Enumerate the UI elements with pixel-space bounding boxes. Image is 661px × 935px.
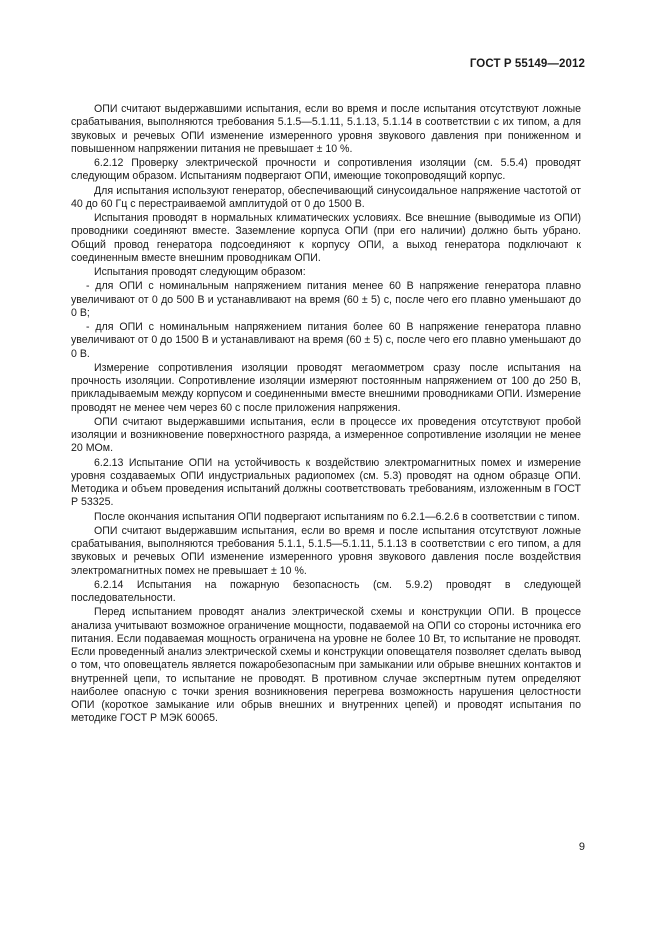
page-number: 9 — [578, 841, 585, 853]
paragraph-6-2-13: 6.2.13 Испытание ОПИ на устойчивость к воздействию электромагнитных помех и измерение уровня создаваемых ОПИ индустриальных радиопомех (см. 5.3) проводят на одном образце ОПИ. Методика и объем проведения испытаний должны соответствовать требованиям, изложенным в ГОСТ Р 53325. — [71, 456, 581, 509]
list-item-below-60v: - для ОПИ с номинальным напряжением питания менее 60 В напряжение генератора плавно увеличивают от 0 до 500 В и устанавливают на время (60 ± 5) с, после чего его плавно уменьшают до 0 В; — [71, 280, 581, 319]
list-item-above-60v: - для ОПИ с номинальным напряжением питания более 60 В напряжение генератора плавно увеличивают от 0 до 1500 В и устанавливают на время (60 ± 5) с, после чего его плавно уменьшают до 0 В. — [71, 321, 581, 360]
paragraph-acceptance-criteria-1: ОПИ считают выдержавшими испытания, если во время и после испытания отсутствуют ложные срабатывания, выполняются требования 5.1.5—5.1.11, 5.1.13, 5.1.14 в соответствии с их типом, а для звуковых и речевых ОПИ изменение измеренного уровня звукового давления при пониженном и повышенном напряжении питания не превышает ± 10 %. — [71, 103, 581, 155]
paragraph-after-test: После окончания испытания ОПИ подвергают испытаниям по 6.2.1—6.2.6 в соответствии с типом. — [94, 510, 580, 523]
paragraph-insulation-measurement: Измерение сопротивления изоляции проводят мегаомметром сразу после испытания на прочность изоляции. Сопротивление изоляции измеряют постоянным напряжением от 100 до 250 В, прикладываемым между корпусом и соединенными вместе внешними проводниками ОПИ. Измерение проводят не менее чем через 60 с после приложения напряжения. — [71, 361, 581, 414]
paragraph-fire-safety-analysis: Перед испытанием проводят анализ электрической схемы и конструкции ОПИ. В процессе анализа учитывают возможное ограничение мощности, подаваемой на ОПИ со стороны источника его питания. Если подаваемая мощность ограничена на уровне не более 10 Вт, то испытание не проводят. Если проведенный анализ электрической схемы и конструкции оповещателя позволяет сделать вывод о том, что оповещатель является пожаробезопасным при замыкании или обрыве внешних контактов и внутренней цепи, то испытание не проводят. В противном случае экспертным путем определяют наиболее опасную с точки зрения возникновения перегрева возможность нарушения целостности ОПИ (короткое замыкание или обрыв внешних и внутренних цепей) и проводят испытания по методике ГОСТ Р МЭК 60065. — [71, 606, 581, 725]
document-body — [71, 103, 581, 727]
paragraph-6-2-14: 6.2.14 Испытания на пожарную безопасность (см. 5.9.2) проводят в следующей последовательности. — [71, 578, 581, 604]
paragraph-acceptance-criteria-3: ОПИ считают выдержавшим испытания, если во время и после испытания отсутствуют ложные срабатывания, выполняются требования 5.1.1, 5.1.5—5.1.11, 5.1.13 в соответствии с его типом, а для звуковых и речевых ОПИ изменение измеренного уровня звукового давления после воздействия электромагнитных помех не превышает ± 10 %. — [71, 524, 581, 577]
paragraph-6-2-12: 6.2.12 Проверку электрической прочности и сопротивления изоляции (см. 5.5.4) проводят следующим образом. Испытаниям подвергают ОПИ, имеющие токопроводящий корпус. — [71, 157, 581, 183]
document-header: ГОСТ Р 55149—2012 — [469, 58, 585, 70]
paragraph-test-conditions: Испытания проводят в нормальных климатических условиях. Все внешние (выводимые из ОПИ) проводники соединяют вместе. Заземление корпуса ОПИ (при его наличии) должно быть убрано. Общий провод генератора подсоединяют к корпусу ОПИ, а выход генератора подключают к соединенным вместе внешним проводникам ОПИ. — [71, 212, 581, 264]
paragraph-generator: Для испытания используют генератор, обеспечивающий синусоидальное напряжение частотой от 40 до 60 Гц с перестраиваемой амплитудой от 0 до 1500 В. — [71, 184, 581, 210]
paragraph-test-procedure-intro: Испытания проводят следующим образом: — [94, 266, 306, 278]
paragraph-acceptance-criteria-2: ОПИ считают выдержавшими испытания, если в процессе их проведения отсутствуют пробой изоляции и возникновение поверхностного разряда, а измеренное сопротивление изоляции не менее 20 МОм. — [71, 415, 581, 455]
